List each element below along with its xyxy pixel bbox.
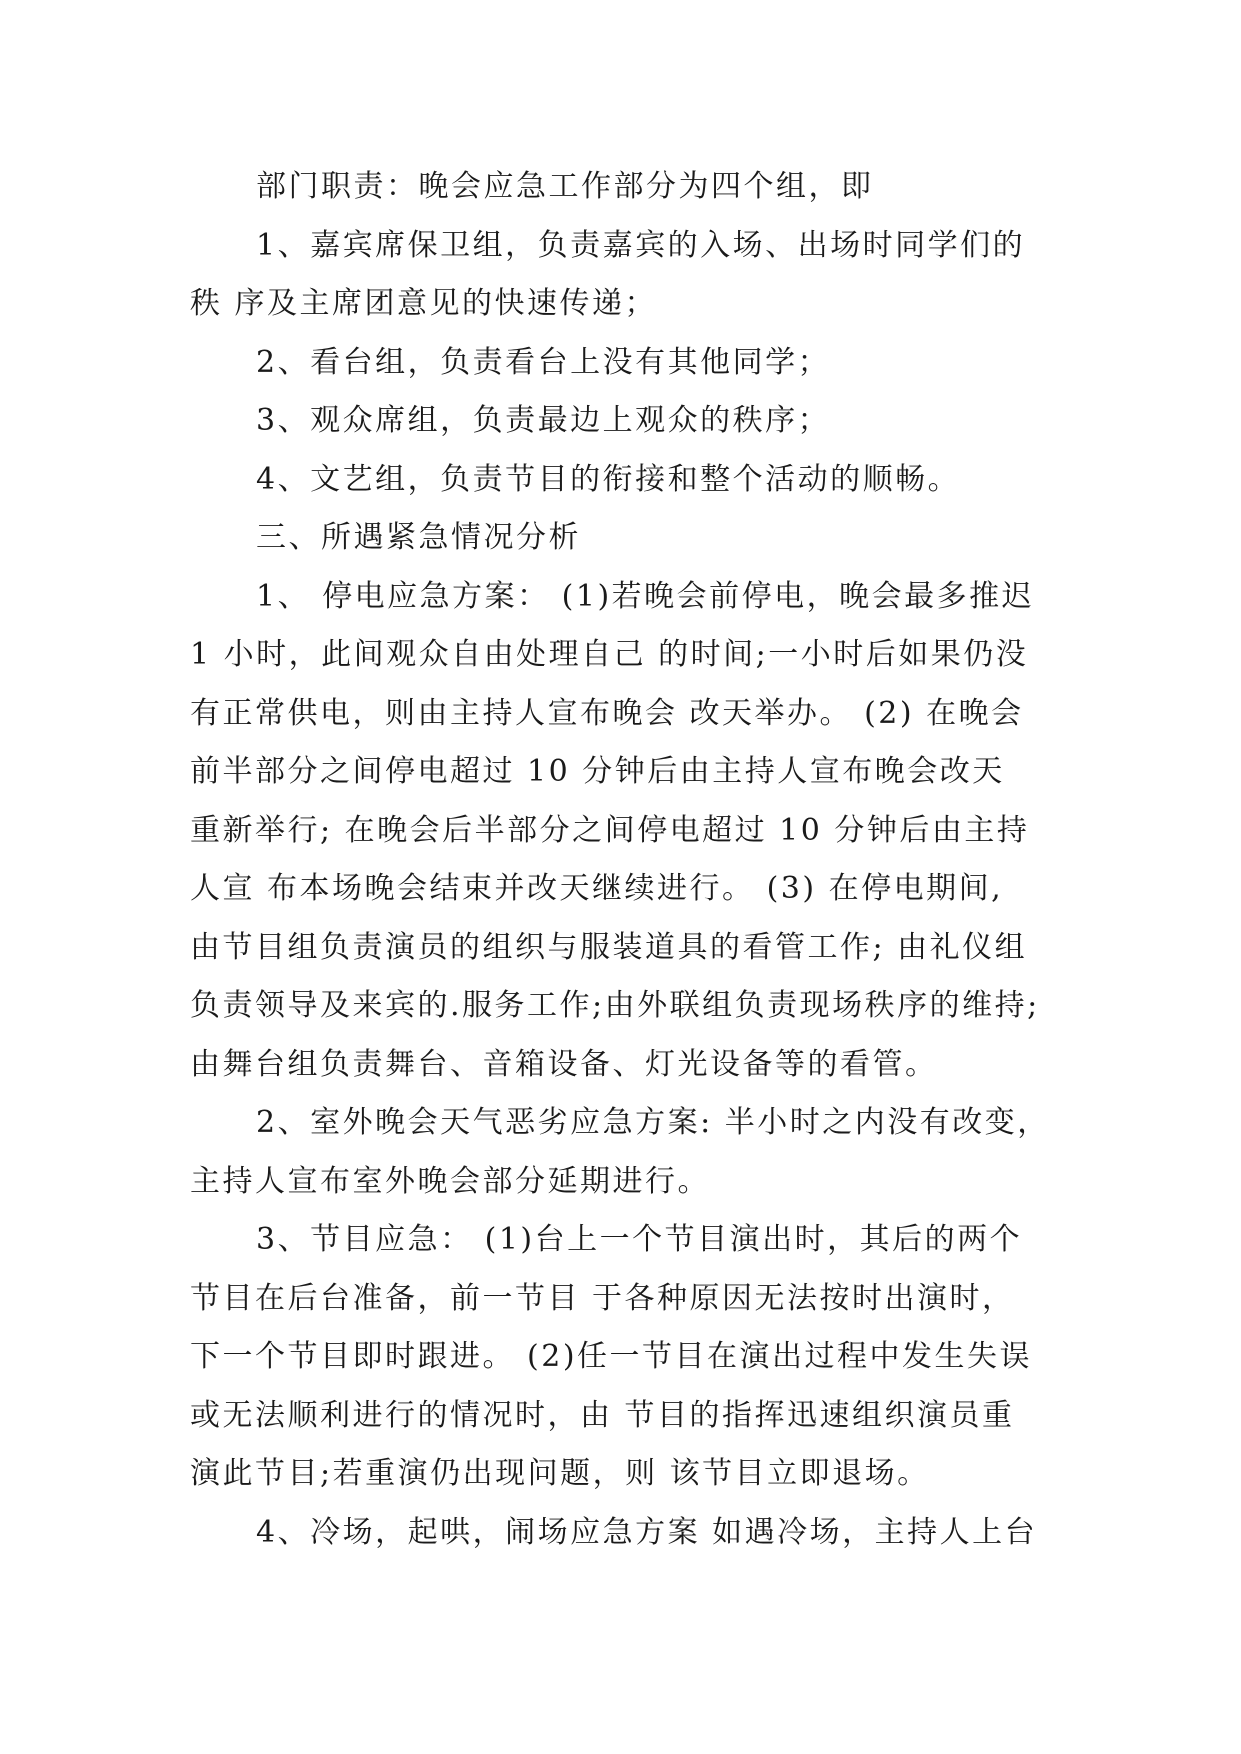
paragraph-power-outage-cont-3: 前半部分之间停电超过 10 分钟后由主持人宣布晚会改天: [190, 754, 1005, 789]
paragraph-power-outage-cont-7: 负责领导及来宾的.服务工作;由外联组负责现场秩序的维持;: [190, 988, 1040, 1023]
section-heading-emergency-analysis: 三、所遇紧急情况分析: [256, 520, 581, 555]
paragraph-guest-security-group: 1、嘉宾席保卫组，负责嘉宾的入场、出场时同学们的: [256, 227, 1026, 263]
paragraph-guest-security-group-cont: 秩 序及主席团意见的快速传递；: [190, 286, 658, 321]
paragraph-power-outage-cont-8: 由舞台组负责舞台、音箱设备、灯光设备等的看管。: [190, 1046, 938, 1082]
paragraph-power-outage-cont-1: 1 小时，此间观众自由处理自己 的时间;一小时后如果仍没: [190, 637, 1029, 672]
paragraph-power-outage-cont-5: 人宣 布本场晚会结束并改天继续进行。 (3) 在停电期间,: [190, 871, 1004, 906]
paragraph-program-emergency-cont-2: 下一个节目即时跟进。 (2)任一节目在演出过程中发生失误: [190, 1339, 1033, 1374]
paragraph-department-duties: 部门职责：晚会应急工作部分为四个组，即: [256, 169, 874, 204]
document-body: [190, 158, 1050, 1562]
paragraph-power-outage-cont-6: 由节目组负责演员的组织与服装道具的看管工作; 由礼仪组: [190, 929, 1028, 965]
paragraph-power-outage-cont-4: 重新举行; 在晚会后半部分之间停电超过 10 分钟后由主持: [190, 812, 1030, 848]
paragraph-program-emergency-cont-3: 或无法顺利进行的情况时，由 节目的指挥迅速组织演员重: [190, 1397, 1015, 1433]
paragraph-cold-scene: 4、冷场，起哄，闹场应急方案 如遇冷场，主持人上台: [256, 1514, 1038, 1550]
paragraph-audience-group: 3、观众席组，负责最边上观众的秩序；: [256, 403, 831, 438]
paragraph-power-outage: 1、 停电应急方案： (1)若晚会前停电，晚会最多推迟: [256, 578, 1035, 614]
paragraph-power-outage-cont-2: 有正常供电，则由主持人宣布晚会 改天举办。 (2) 在晚会: [190, 695, 1024, 731]
paragraph-program-emergency-cont-4: 演此节目;若重演仍出现问题，则 该节目立即退场。: [190, 1456, 930, 1491]
paragraph-arts-group: 4、文艺组，负责节目的衔接和整个活动的顺畅。: [256, 461, 961, 497]
paragraph-bad-weather-cont: 主持人宣布室外晚会部分延期进行。: [190, 1163, 710, 1199]
paragraph-program-emergency-cont-1: 节目在后台准备，前一节目 于各种原因无法按时出演时，: [190, 1280, 1015, 1316]
paragraph-program-emergency: 3、节目应急： (1)台上一个节目演出时，其后的两个: [256, 1222, 1023, 1257]
paragraph-bad-weather: 2、室外晚会天气恶劣应急方案: 半小时之内没有改变，: [256, 1105, 1050, 1140]
paragraph-stand-group: 2、看台组，负责看台上没有其他同学；: [256, 344, 831, 380]
